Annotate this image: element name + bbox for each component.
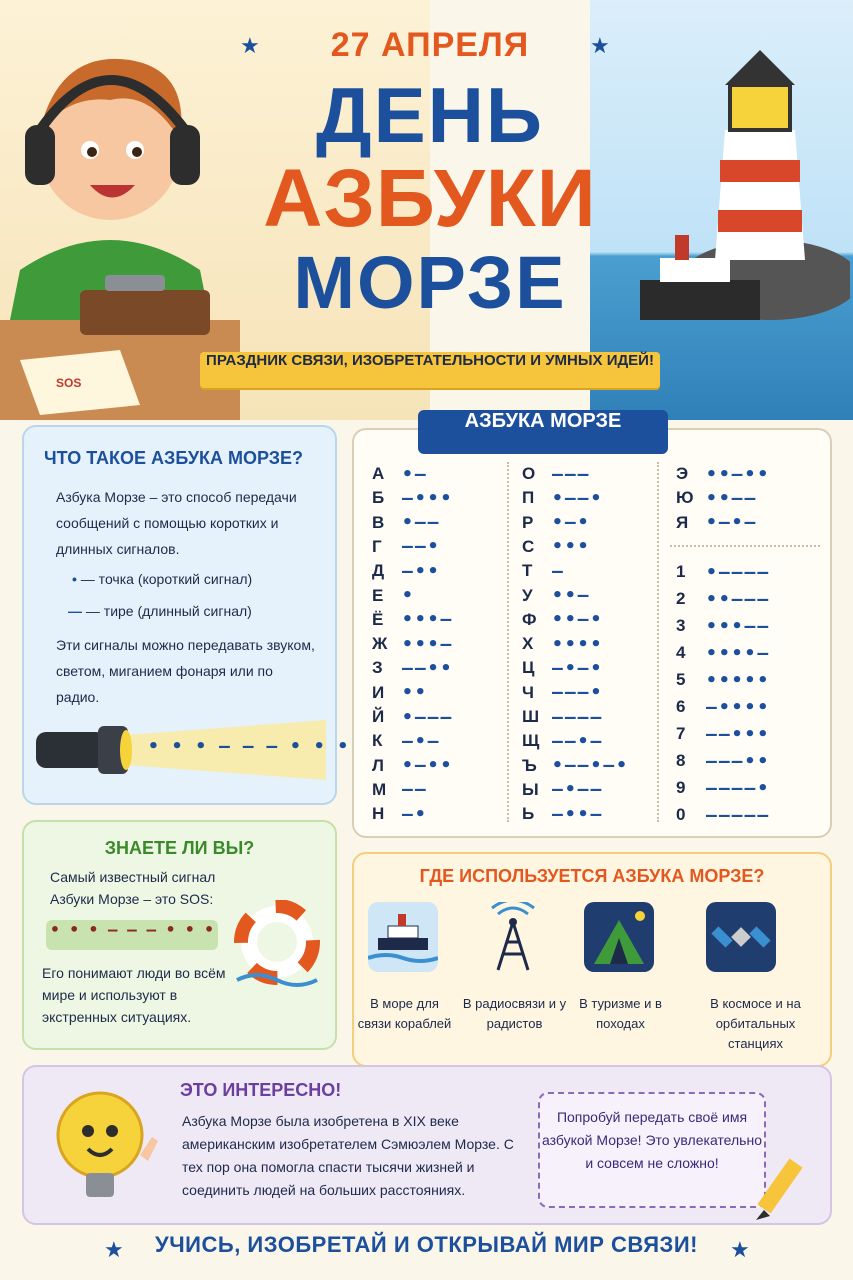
what-text-2: Эти сигналы можно передавать звуком, светом, миганием фонаря или по радио. [56, 637, 315, 705]
sos-code: • • • — — — • • • [46, 920, 218, 950]
what-text: Азбука Морзе – это способ передачи сообщений с помощью коротких и длинных сигналов. [56, 489, 297, 557]
morse-letter: Ш [522, 707, 540, 726]
morse-code: ————• [706, 777, 771, 799]
morse-row [522, 656, 603, 680]
morse-code: •••— [402, 609, 454, 631]
radio-tower-icon [478, 902, 548, 972]
morse-row [522, 511, 591, 535]
morse-letter: Г [372, 536, 382, 556]
morse-code: •— [402, 463, 428, 485]
morse-row [372, 559, 441, 583]
morse-letter: З [372, 658, 383, 678]
morse-letter: 9 [676, 778, 686, 797]
dot-legend: • — точка (короткий сигнал) [72, 571, 253, 587]
morse-letter: Ё [372, 609, 384, 629]
star-icon: ★ [104, 1238, 124, 1263]
morse-row [372, 656, 453, 680]
morse-row [372, 729, 441, 753]
where-item-sea: В море для связи кораблей [357, 996, 452, 1031]
where-title: ГДЕ ИСПОЛЬЗУЕТСЯ АЗБУКА МОРЗЕ? [419, 866, 765, 886]
morse-row [372, 681, 428, 705]
star-icon: ★ [590, 34, 610, 59]
morse-row [676, 695, 770, 719]
morse-letter: Ю [676, 488, 694, 508]
morse-code: ••—— [706, 487, 758, 509]
morse-letter: О [522, 464, 536, 483]
morse-row [676, 668, 770, 692]
morse-row [372, 584, 415, 608]
morse-code: —•— [402, 730, 441, 752]
morse-code: ••—•• [706, 463, 771, 485]
morse-letter: К [372, 731, 383, 751]
morse-row [372, 778, 428, 802]
morse-row [522, 729, 603, 753]
morse-letter: У [522, 585, 533, 605]
morse-row [676, 560, 770, 584]
morse-letter: И [372, 682, 385, 702]
morse-code: •——— [402, 706, 454, 728]
morse-code: ——— [552, 463, 591, 485]
morse-code: ————— [706, 804, 771, 826]
morse-row [676, 587, 770, 611]
morse-letter: 7 [676, 724, 686, 743]
divider [670, 545, 820, 547]
morse-letter: 4 [676, 643, 686, 662]
morse-code: ••——— [706, 588, 771, 610]
morse-row [522, 778, 603, 802]
morse-row [676, 722, 770, 746]
morse-letter: Ж [372, 634, 388, 654]
morse-row [372, 608, 453, 632]
morse-code: ——• [402, 536, 441, 558]
morse-row [522, 705, 603, 729]
morse-code: ——••• [706, 723, 771, 745]
morse-row [522, 608, 603, 632]
morse-letter: Х [522, 634, 534, 654]
morse-row [522, 681, 603, 705]
morse-row [372, 486, 453, 510]
morse-row [676, 641, 770, 665]
morse-code: ••—• [552, 609, 604, 631]
event-date: 27 АПРЕЛЯ [330, 26, 530, 64]
morse-row [522, 559, 565, 583]
morse-letter: Ь [522, 804, 535, 824]
sos-note: SOS [56, 376, 82, 390]
morse-code: —•—— [552, 779, 604, 801]
morse-code: •••• [552, 633, 604, 655]
where-item-space: В космосе и на орбитальных станциях [710, 996, 801, 1051]
interesting-title: ЭТО ИНТЕРЕСНО! [180, 1080, 342, 1100]
morse-row [676, 462, 770, 486]
satellite-icon [706, 902, 776, 972]
beam-code: • • • — — — • • • [148, 736, 350, 757]
morse-code: —— [402, 779, 428, 801]
morse-letter: 0 [676, 805, 686, 824]
star-icon: ★ [240, 34, 260, 59]
morse-letter: 3 [676, 616, 686, 635]
morse-code: •—— [402, 512, 441, 534]
what-title: ЧТО ТАКОЕ АЗБУКА МОРЗЕ? [44, 448, 304, 468]
morse-code: •———— [706, 561, 771, 583]
morse-letter: 1 [676, 562, 686, 581]
morse-row [372, 511, 441, 535]
morse-code: —•••• [706, 696, 771, 718]
morse-code: •—•• [402, 755, 454, 777]
morse-code: •—•— [706, 512, 758, 534]
morse-code: • [402, 585, 415, 606]
morse-letter: С [522, 536, 535, 556]
morse-code: •——• [552, 487, 604, 509]
morse-letter: Л [372, 755, 384, 775]
morse-code: •——•—• [552, 755, 630, 777]
morse-letter: Щ [522, 731, 540, 751]
morse-code: ••••— [706, 642, 771, 664]
morse-letter: Ф [522, 609, 537, 629]
star-icon: ★ [730, 1238, 750, 1263]
pencil-icon [752, 1148, 812, 1228]
morse-code: •—• [552, 512, 591, 534]
morse-letter: М [372, 779, 387, 799]
morse-row [372, 754, 453, 778]
divider [507, 462, 509, 822]
morse-code: ••••• [706, 669, 771, 691]
morse-letter: П [522, 488, 535, 508]
morse-letter: Р [522, 512, 534, 532]
footer-slogan: УЧИСЬ, ИЗОБРЕТАЙ И ОТКРЫВАЙ МИР СВЯЗИ! [155, 1232, 698, 1257]
alphabet-title: АЗБУКА МОРЗЕ [418, 410, 668, 454]
title-line-3: МОРЗЕ [293, 241, 567, 324]
morse-letter: Я [676, 512, 689, 532]
morse-row [522, 632, 603, 656]
morse-code: •• [402, 682, 428, 704]
morse-letter: Ъ [522, 755, 537, 775]
ship-icon [368, 902, 438, 972]
morse-row [676, 749, 770, 773]
morse-row [372, 462, 428, 486]
morse-code: •••—— [706, 615, 771, 637]
morse-letter: Й [372, 707, 385, 726]
morse-code: —••• [402, 487, 454, 509]
divider [657, 462, 659, 822]
morse-row [522, 486, 603, 510]
morse-row [522, 802, 603, 826]
morse-code: —•• [402, 560, 441, 582]
morse-letter: Т [522, 561, 533, 581]
morse-row [676, 614, 770, 638]
morse-code: ——•• [402, 657, 454, 679]
title-line-2: АЗБУКИ [263, 153, 597, 244]
lightbulb-icon [40, 1075, 180, 1215]
morse-letter: Б [372, 488, 385, 508]
morse-code: —•—• [552, 657, 604, 679]
know-title: ЗНАЕТЕ ЛИ ВЫ? [104, 838, 255, 858]
morse-letter: Ч [522, 682, 534, 702]
morse-row [676, 776, 770, 800]
morse-letter: А [372, 464, 385, 483]
title-line-1: ДЕНЬ [316, 71, 544, 159]
subtitle-ribbon: ПРАЗДНИК СВЯЗИ, ИЗОБРЕТАТЕЛЬНОСТИ И УМНЫХ ИДЕЙ! [200, 352, 660, 388]
interesting-text: Азбука Морзе была изобретена в XIX веке американским изобретателем Сэмюэлем Морзе. С тех пор она помогла спасти тысячи жизней и соединить людей на больших расстояниях. [182, 1113, 514, 1198]
morse-row [522, 754, 629, 778]
tip-box: Попробуй передать своё имя азбукой Морзе! Это увлекательно и совсем не сложно! [538, 1092, 766, 1208]
tent-icon [584, 902, 654, 972]
morse-letter: В [372, 512, 385, 532]
morse-code: ••— [552, 585, 591, 606]
morse-letter: 2 [676, 589, 686, 608]
morse-letter: Д [372, 561, 385, 581]
morse-row [522, 584, 591, 608]
morse-row [372, 535, 441, 559]
morse-row [522, 462, 591, 486]
dash-legend: — — тире (длинный сигнал) [68, 603, 252, 619]
morse-code: ———• [552, 682, 604, 704]
morse-letter: 6 [676, 697, 686, 716]
morse-row [372, 705, 453, 729]
morse-code: ———— [552, 706, 604, 728]
morse-code: —••— [552, 803, 604, 825]
morse-code: •••— [402, 633, 454, 655]
morse-letter: Е [372, 585, 384, 605]
morse-letter: Н [372, 804, 385, 824]
know-text: Самый известный сигнал Азбуки Морзе – это SOS: [50, 869, 216, 907]
morse-code: ••• [552, 536, 591, 558]
morse-row [676, 803, 770, 827]
morse-row [676, 486, 757, 510]
morse-row [676, 511, 757, 535]
morse-letter: 5 [676, 670, 686, 689]
morse-letter: Ц [522, 658, 535, 678]
morse-code: ———•• [706, 750, 771, 772]
where-item-tourism: В туризме и в походах [579, 996, 662, 1031]
morse-letter: 8 [676, 751, 686, 770]
where-item-radio: В радиосвязи и у радистов [462, 996, 567, 1031]
morse-row [522, 535, 591, 559]
morse-letter: Ы [522, 779, 539, 799]
morse-code: — [552, 560, 565, 582]
morse-code: ——•— [552, 730, 604, 752]
lighthouse-illustration [620, 30, 850, 380]
morse-letter: Э [676, 464, 689, 483]
morse-row [372, 632, 453, 656]
morse-row [372, 802, 428, 826]
know-text-2: Его понимают люди во всём мире и используют в экстренных ситуациях. [42, 965, 226, 1025]
morse-code: —• [402, 803, 428, 825]
